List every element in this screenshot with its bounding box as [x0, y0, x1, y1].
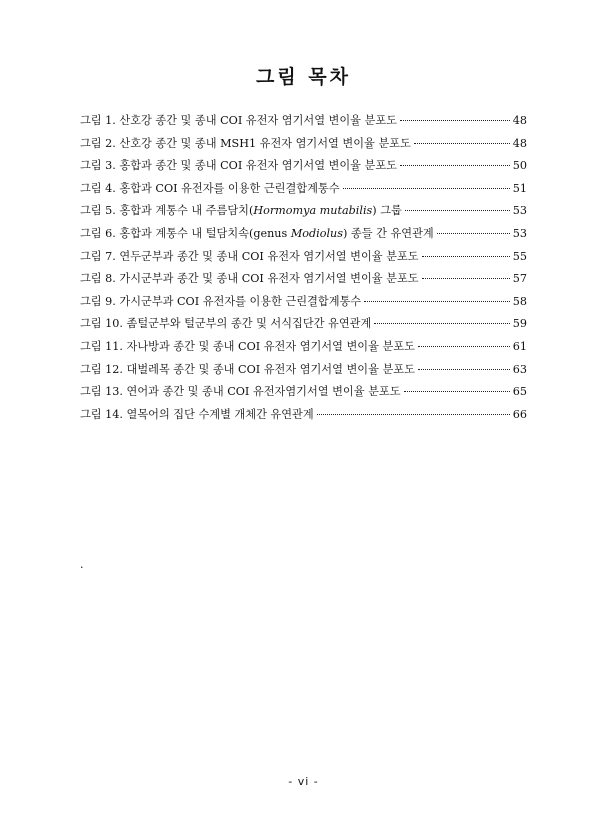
toc-entry-page: 50 — [512, 159, 527, 173]
toc-entry[interactable] — [80, 248, 527, 271]
dot-leader — [400, 165, 510, 166]
dot-leader — [400, 120, 510, 121]
toc-label-text: ) 종들 간 유연관계 — [343, 226, 434, 240]
dot-leader — [414, 143, 510, 144]
dot-leader — [374, 323, 510, 324]
toc-entry-label: 그림 14. 열목어의 집단 수계별 개체간 유연관계 — [80, 407, 314, 421]
dot-leader — [343, 188, 511, 189]
toc-entry[interactable] — [80, 225, 527, 248]
toc-entry-label: 그림 1. 산호강 종간 및 종내 COI 유전자 염기서열 변이율 분포도 — [80, 114, 397, 127]
dot-leader — [364, 301, 510, 302]
toc-entry-label: 그림 2. 산호강 종간 및 종내 MSH1 유전자 염기서열 변이율 분포도 — [80, 136, 411, 150]
dot-leader — [437, 233, 510, 234]
toc-entry[interactable] — [80, 293, 527, 316]
stray-period-mark: . — [80, 558, 84, 571]
toc-entry[interactable] — [80, 406, 527, 429]
toc-entry-label: 그림 3. 홍합과 종간 및 종내 COI 유전자 염기서열 변이율 분포도 — [80, 159, 397, 173]
dot-leader — [418, 346, 510, 347]
toc-entry-page: 55 — [512, 249, 527, 263]
toc-label-text: 그림 5. 홍합과 계통수 내 주름담치( — [80, 204, 254, 218]
toc-entry-label: 그림 12. 대벌레목 종간 및 종내 COI 유전자 염기서열 변이율 분포도 — [80, 362, 415, 376]
toc-entry-page: 61 — [512, 339, 527, 353]
dot-leader — [317, 414, 510, 415]
toc-entry[interactable] — [80, 157, 527, 180]
toc-entry-page: 65 — [512, 385, 527, 399]
toc-entry-page: 66 — [512, 407, 527, 421]
toc-entry[interactable] — [80, 361, 527, 384]
toc-entry-label: 그림 11. 자나방과 종간 및 종내 COI 유전자 염기서열 변이율 분포도 — [80, 339, 415, 353]
toc-entry-label — [80, 202, 402, 218]
toc-entry[interactable] — [80, 180, 527, 203]
toc-entry[interactable] — [80, 112, 527, 135]
toc-label-text: 그림 6. 홍합과 계통수 내 털담치속(genus — [80, 226, 291, 240]
toc-entry-page: 57 — [512, 272, 527, 286]
dot-leader — [418, 369, 510, 370]
toc-entry-page: 63 — [512, 362, 527, 376]
toc-entry-label: 그림 4. 홍합과 COI 유전자를 이용한 근린결합계통수 — [80, 181, 340, 195]
scientific-name: Modiolus — [290, 226, 344, 240]
toc-entry-page: 48 — [512, 114, 527, 127]
toc-entry-label — [80, 225, 434, 241]
toc-entry[interactable] — [80, 135, 527, 158]
toc-entry-page: 58 — [512, 294, 527, 308]
scientific-name: Hormomya mutabilis — [253, 204, 373, 218]
toc-entry-label: 그림 9. 가시군부과 COI 유전자를 이용한 근린결합계통수 — [80, 294, 362, 308]
toc-entry[interactable] — [80, 315, 527, 338]
toc-entry[interactable] — [80, 270, 527, 293]
toc-label-text: ) 그룹 — [372, 204, 402, 218]
toc-entry[interactable] — [80, 202, 527, 225]
dot-leader — [422, 278, 510, 279]
toc-entry-page: 48 — [512, 136, 527, 150]
figure-toc-list — [80, 112, 527, 428]
toc-entry-page: 51 — [512, 181, 527, 195]
page-title: 그림 목차 — [255, 66, 352, 88]
toc-entry-page: 53 — [512, 204, 527, 218]
toc-entry[interactable] — [80, 338, 527, 361]
toc-entry-label: 그림 8. 가시군부과 종간 및 종내 COI 유전자 염기서열 변이율 분포도 — [80, 272, 419, 286]
toc-entry-label: 그림 13. 연어과 종간 및 종내 COI 유전자염기서열 변이율 분포도 — [80, 385, 401, 399]
toc-entry[interactable] — [80, 383, 527, 406]
toc-entry-label: 그림 7. 연두군부과 종간 및 종내 COI 유전자 염기서열 변이율 분포도 — [80, 249, 419, 263]
dot-leader — [405, 210, 510, 211]
toc-entry-page: 59 — [512, 317, 527, 331]
toc-entry-label: 그림 10. 좀털군부와 털군부의 종간 및 서식집단간 유연관계 — [80, 317, 372, 331]
dot-leader — [422, 256, 510, 257]
dot-leader — [404, 391, 510, 392]
toc-entry-page: 53 — [512, 226, 527, 240]
page-number-footer: - vi - — [288, 775, 319, 788]
